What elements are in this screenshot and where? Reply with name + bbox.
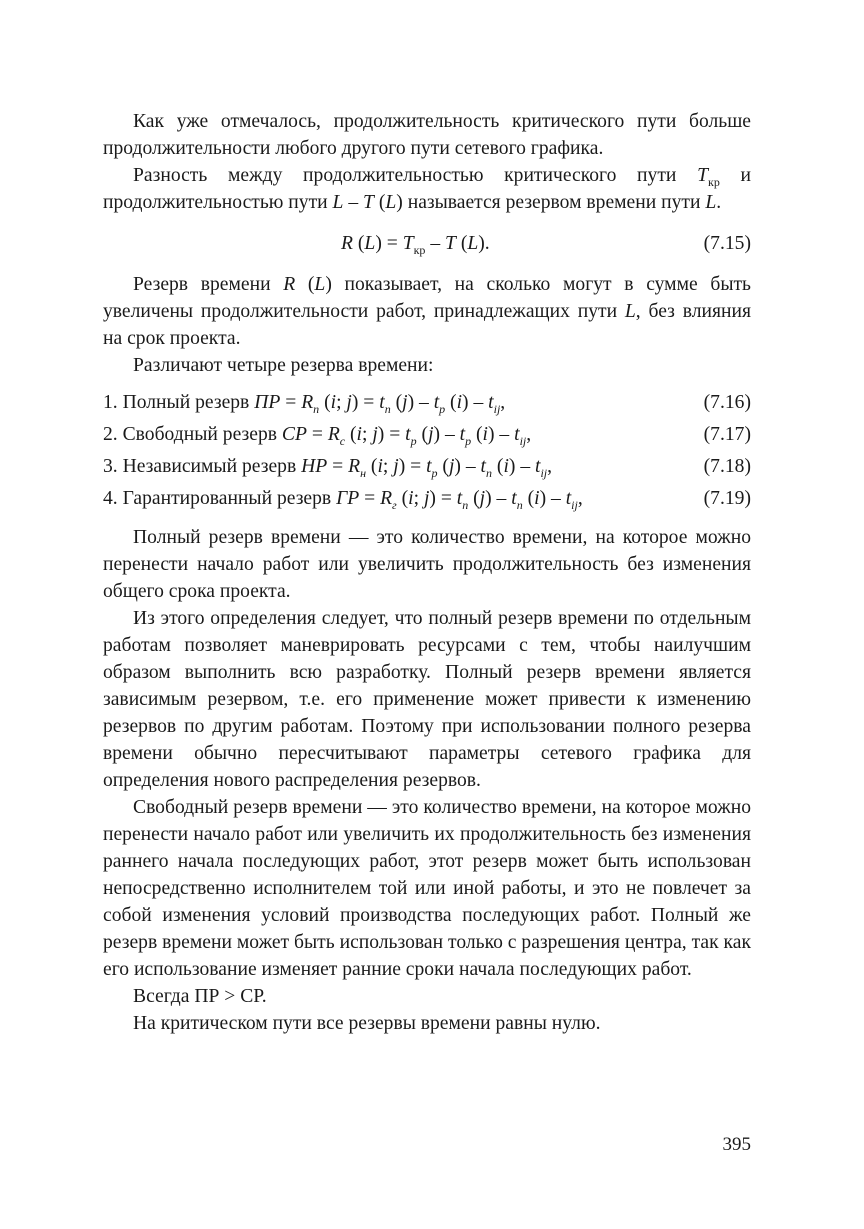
paragraph-reserve-meaning: Резерв времени R (L) показывает, на сколько могут в сумме быть увеличены продолжительности работ, принадлежащих пути L, без влияния на срок проекта.	[103, 274, 751, 349]
paragraph-full-reserve-usage: Из этого определения следует, что полный резерв времени по отдельным работам позволяет маневрировать ресурсами с тем, чтобы наилучшим образом выполнить всю разработку. Полный резерв времени является зависимым резервом, т.е. его применение может привести к изменению резервов по другим работам. Поэтому при использовании полного резерва времени обычно пересчитывают параметры сетевого графика для определения нового распределения резервов.	[103, 608, 751, 791]
reserve-item-free: 2. Свободный резерв СР = $R_с$ (i; $j) = t_р$ $(j) - t_р$ $(i) - t_{ij}$, (7.17)	[103, 421, 751, 448]
reserve-item-independent: 3. Независимый резерв НР = $R_н$ (i; $j) = t_р$ $(j) - t_п$ $(i) - t_{ij}$, (7.18)	[103, 453, 751, 480]
formula-number: (7.18)	[703, 456, 751, 477]
paragraph-four-reserves: Различают четыре резерва времени:	[133, 355, 434, 376]
page-number: 395	[722, 1134, 751, 1155]
paragraph-critical-path: Как уже отмечалось, продолжительность критического пути больше продолжительности любого другого пути сетевого графика.	[103, 111, 751, 159]
paragraph-reserve-definition: Разность между продолжительностью критического пути $T_{кр}$ и продолжительностью пути L – T (L) называется резервом времени пути L.	[103, 165, 751, 213]
reserve-item-guaranteed: 4. Гарантированный резерв ГР = $R_г$ (i; $j) = t_п$ $(j) - t_п$ $(i) - t_{ij}$, (7.19)	[103, 485, 751, 512]
formula-number: (7.17)	[703, 424, 751, 445]
formula-number: (7.16)	[703, 392, 751, 413]
paragraph-critical-zero: На критическом пути все резервы времени равны нулю.	[133, 1013, 601, 1034]
paragraph-always: Всегда ПР > СР.	[133, 986, 267, 1007]
formula-number: (7.19)	[703, 488, 751, 509]
formula-expression: R $(L) = T_{кр} - T$ (L).	[341, 233, 490, 257]
page-body	[103, 108, 751, 1037]
reserves-list	[103, 389, 751, 512]
formula-number: (7.15)	[703, 233, 751, 254]
paragraph-free-reserve: Свободный резерв времени — это количество времени, на которое можно перенести начало работ или увеличить их продолжительность без изменения раннего начала последующих работ, этот резерв может быть использован непосредственно исполнителем той или иной работы, и это не повлечет за собой изменения условий производства последующих работ. Полный же резерв времени может быть использован только с разрешения центра, так как его использование изменяет ранние сроки начала последующих работ.	[103, 797, 751, 980]
paragraph-full-reserve: Полный резерв времени — это количество времени, на которое можно перенести начало работ или увеличить продолжительность без изменения общего срока проекта.	[103, 527, 751, 602]
reserve-item-full: 1. Полный резерв ПР = $R_п$ (i; $j) = t_п$ $(j) - t_р$ $(i) - t_{ij}$, (7.16)	[103, 389, 751, 416]
formula-7-15	[103, 230, 751, 257]
